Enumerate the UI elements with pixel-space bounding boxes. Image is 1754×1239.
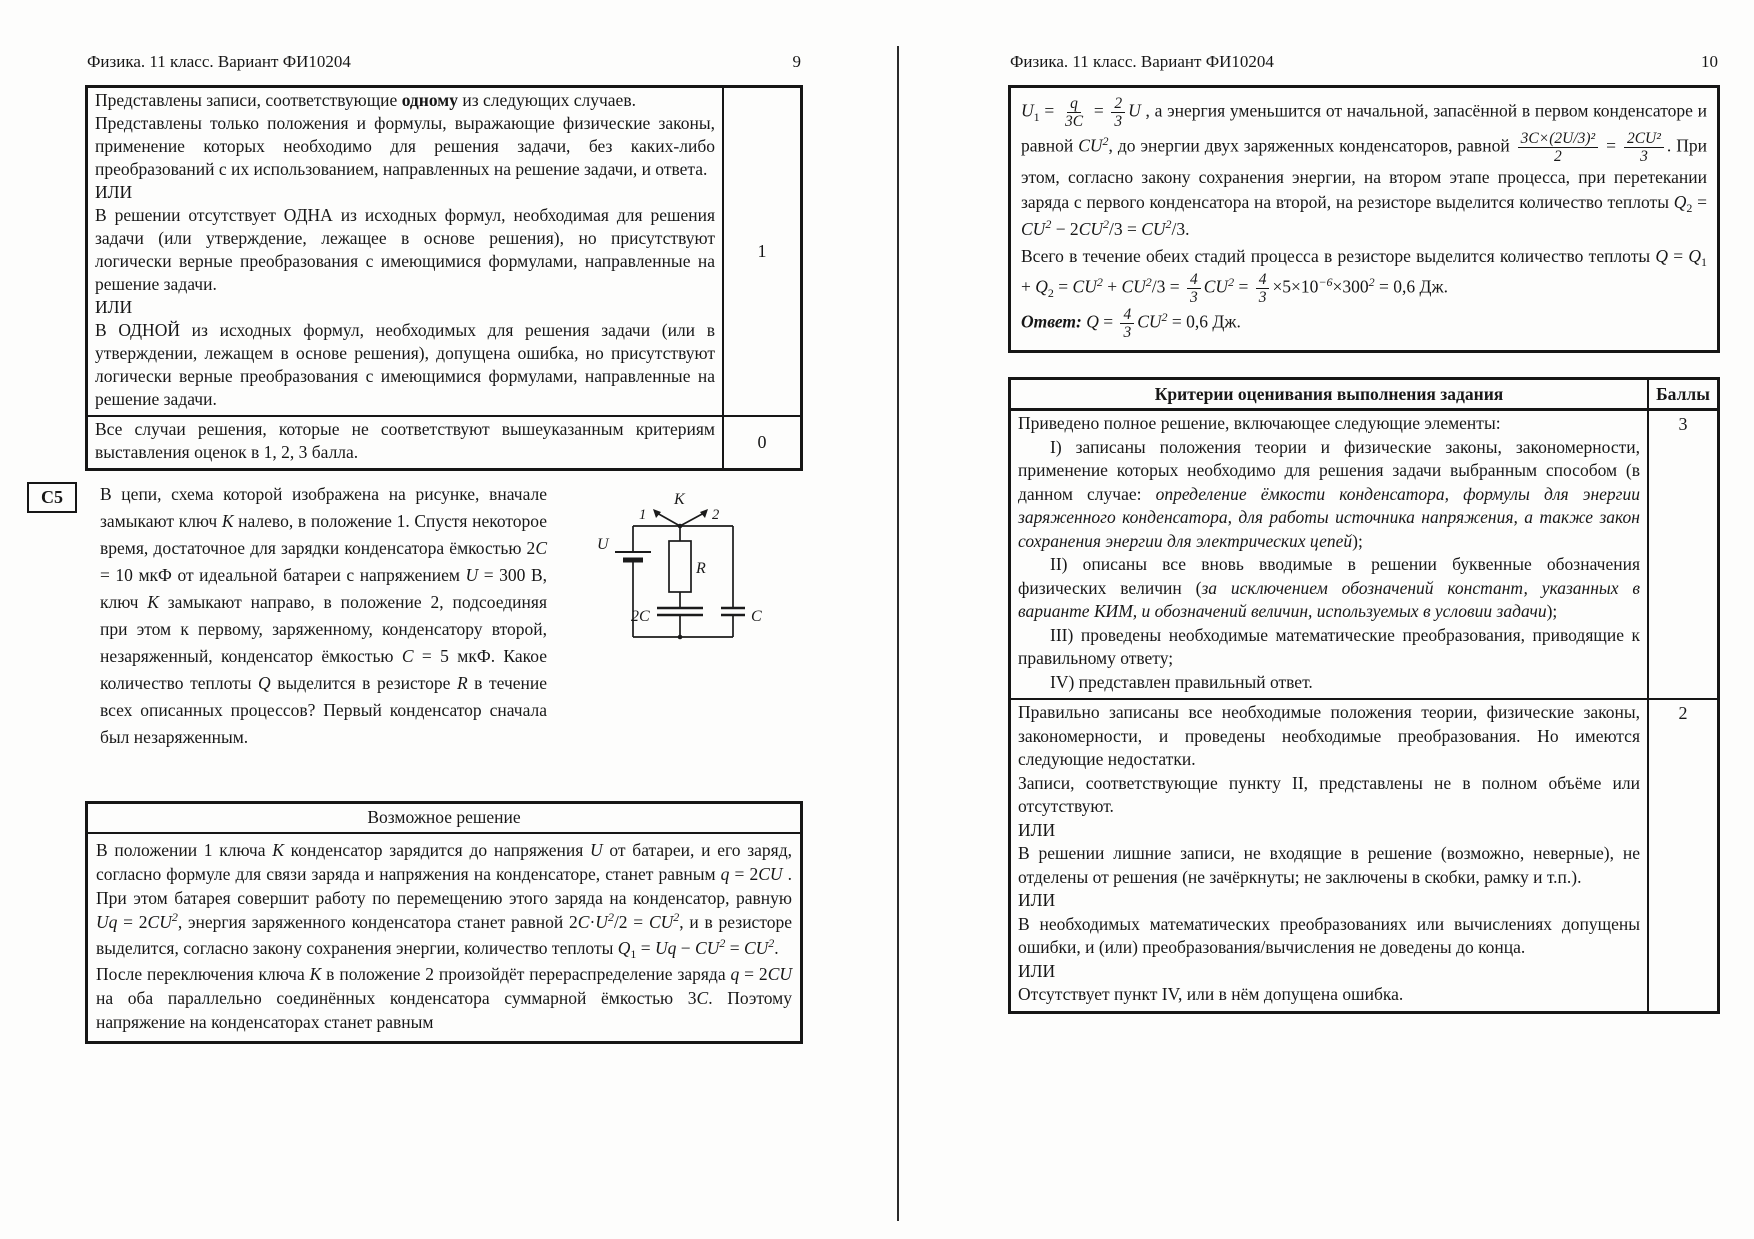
criteria-text-cell [1011,700,1647,1011]
paragraph: В ОДНОЙ из исходных формул, необходимых для решения задачи (или в утверждении, лежащем в основе решения), допущена ошибка, но присутствуют логически верные преобразования с имеющимися формулами, направленные на решение задачи. [95,320,715,409]
solution-table [85,801,803,1044]
switch-arrow-right [700,509,708,518]
score-cell [1647,411,1717,698]
paragraph: Все случаи решения, которые не соответствуют вышеуказанным критериям выставления оценок в 1, 2, 3 балла. [95,419,715,462]
score-value: 2 [1678,703,1688,724]
paragraph: ИЛИ [95,297,133,317]
resistor-body [669,541,691,592]
solution-body [88,834,800,1041]
switch-lever-right [680,513,704,526]
paragraph: ИЛИ [95,182,133,202]
resistor-label: R [696,560,706,577]
task-number-badge: С5 [27,482,77,513]
paragraph: ИЛИ [1018,960,1056,981]
score-header-cell: Баллы [1647,380,1717,408]
paragraph: III) проведены необходимые математические преобразования, приводящие к правильному ответу; [1018,624,1640,669]
criteria-row-1-point [88,88,800,415]
paragraph: В решении отсутствует ОДНА из исходных формул, необходимая для решения задачи (или утверждение, лежащее в основе решения), но присутствуют логически верные преобразования с имеющимися формулами, направленные на решение задачи. [95,205,715,294]
criteria-row-0-point [88,415,800,468]
paragraph: Отсутствует пункт IV, или в нём допущена ошибка. [1018,984,1404,1005]
switch-arrow-left [653,509,661,518]
criteria-text-cell [88,88,722,415]
score-cell [722,88,800,415]
page-number: 10 [1701,52,1718,71]
battery-label: U [597,536,609,553]
switch-label: K [674,491,685,508]
paragraph: Правильно записаны все необходимые положения теории, физические законы, закономерности, и проведены необходимые преобразования. Но имеются следующие недостатки. [1018,702,1640,770]
criteria-text-cell [1011,411,1647,698]
score-value: 3 [1678,414,1688,435]
page-10 [1008,52,1720,1014]
score-cell [722,417,800,468]
paragraph: Всего в течение обеих стадий процесса в резисторе выделится количество теплоты $Q = Q_1 + Q_2 = CU^2 + CU^2/3$ = $\frac{4}{3}$ $CU^2$ = $\frac{4}{3}$ $\times 5\times 10^{-6}\times 300^2 = 0,6$ Дж. [1021,246,1707,307]
criteria-table-continuation [85,85,803,471]
junction-dot [678,635,683,640]
paragraph: IV) представлен правильный ответ. [1050,671,1313,692]
paragraph: ИЛИ [1018,890,1056,911]
paragraph: Представлены записи, соответствующие одному из следующих случаев. [95,90,636,110]
criteria-row-2-points [1011,698,1717,1011]
document-title: Физика. 11 класс. Вариант ФИ10204 [1010,52,1274,71]
paragraph: ИЛИ [1018,819,1056,840]
switch-lever-left [657,513,680,526]
capacitor-2C-label: 2C [631,608,650,625]
paragraph: В необходимых математических преобразованиях или вычислениях допущены ошибки, и (или) преобразования/вычисления не доведены до конца. [1018,913,1640,958]
paragraph: Представлены только положения и формулы, выражающие физические законы, применение которых необходимо для решения задачи, без каких-либо преобразований с их использованием, направленных на решение задачи, и ответа. [95,113,715,179]
task-statement [100,481,547,751]
document-title: Физика. 11 класс. Вариант ФИ10204 [87,52,351,71]
capacitor-C-plates [721,608,745,615]
criteria-table [1008,377,1720,1014]
switch-position-2-label: 2 [712,507,720,523]
capacitor-2C-plates [657,608,703,615]
page-number: 9 [792,52,801,71]
circuit-figure [593,489,798,669]
capacitor-C-label: C [751,608,762,625]
paragraph: II) описаны все вновь вводимые в решении буквенные обозначения физических величин (за исключением обозначений констант, указанных в варианте КИМ, и обозначений величин, используемых в условии задачи); [1018,554,1640,622]
paragraph: В цепи, схема которой изображена на рисунке, вначале замыкают ключ К налево, в положение 1. Спустя некоторое время, достаточное для зарядки конденсатора ёмкостью 2С = 10 мкФ от идеальной батареи с напряжением U = 300 В, ключ К замыкают направо, в положение 2, подсоединяя при этом к первому, заряженному, конденсатору второй, незаряженный, конденсатор ёмкостью С = 5 мкФ. Какое количество теплоты Q выделится в резисторе R в течение всех описанных процессов? Первый конденсатор сначала был незаряженным. [100,484,548,747]
paragraph: $U_1$ = $\frac{q}{3C}$ = $\frac{2}{3}$ U , а энергия уменьшится от начальной, запасённой в первом конденсаторе и равной $CU^2$, до энергии двух заряженных конденсаторов, равной $\frac{\text{3C×(2U/3)²}}{2}$ = $\frac{\text{2CU²}}{3}$ . При этом, согласно закону сохранения энергии, на втором этапе процесса, при перетекании заряда с первого конденсатора на второй, на резисторе выделится количество теплоты $Q_2 = CU^2 - 2CU^2/3 = CU^2/3$. [1021,95,1708,240]
paragraph: Записи, соответствующие пункту II, представлены не в полном объёме или отсутствуют. [1018,772,1640,817]
page-header [1008,52,1720,72]
paragraph: В решении лишние записи, не входящие в решение (возможно, неверные), не отделены от решения (не зачёркнуты; не заключены в скобки, рамку и т.п.). [1018,843,1640,887]
solution-title: Возможное решение [88,804,800,834]
criteria-table-header [1011,380,1717,408]
page-spine-divider [897,46,899,1221]
paragraph: I) записаны положения теории и физические законы, закономерности, применение которых необходимо для решения задачи выбранным способом (в данном случае: определение ёмкости конденсатора, формулы для энергии заряженного конденсатора, для работы источника напряжения, а также закон сохранения энергии для электрических цепей); [1018,436,1641,551]
page-header [85,52,803,72]
paragraph: В положении 1 ключа К конденсатор зарядится до напряжения U от батареи, и его заряд, согласно формуле для связи заряда и напряжения на конденсаторе, станет равным q = 2CU . При этом батарея совершит работу по перемещению этого заряда на конденсатор, равную $Uq = 2CU^2$, энергия заряженного конденсатора станет равной $2C\cdot U^2/2 = CU^2$, и в резисторе выделится, согласно закону сохранения энергии, количество теплоты $Q_1 = Uq - CU^2 = CU^2$. [96,840,793,961]
task-c5 [41,481,803,783]
page-9 [41,52,803,1044]
criteria-row-3-points [1011,408,1717,698]
criteria-header-cell: Критерии оценивания выполнения задания [1154,384,1504,405]
criteria-text-cell [88,417,722,468]
switch-pivot-dot [678,524,683,529]
paragraph: Ответ: Q = $\frac{4}{3}$ $CU^2 = 0,6$ Дж. [1021,306,1241,342]
switch-position-1-label: 1 [639,507,647,523]
paragraph: После переключения ключа К в положение 2 произойдёт перераспределение заряда q = 2CU на оба параллельно соединённых конденсатора суммарной ёмкостью 3С. Поэтому напряжение на конденсаторах станет равным [96,964,792,1032]
solution-continuation-box [1008,85,1720,353]
score-value: 1 [757,241,767,261]
paragraph: Приведено полное решение, включающее следующие элементы: [1018,413,1501,434]
score-cell [1647,700,1717,1011]
score-value: 0 [757,432,767,452]
